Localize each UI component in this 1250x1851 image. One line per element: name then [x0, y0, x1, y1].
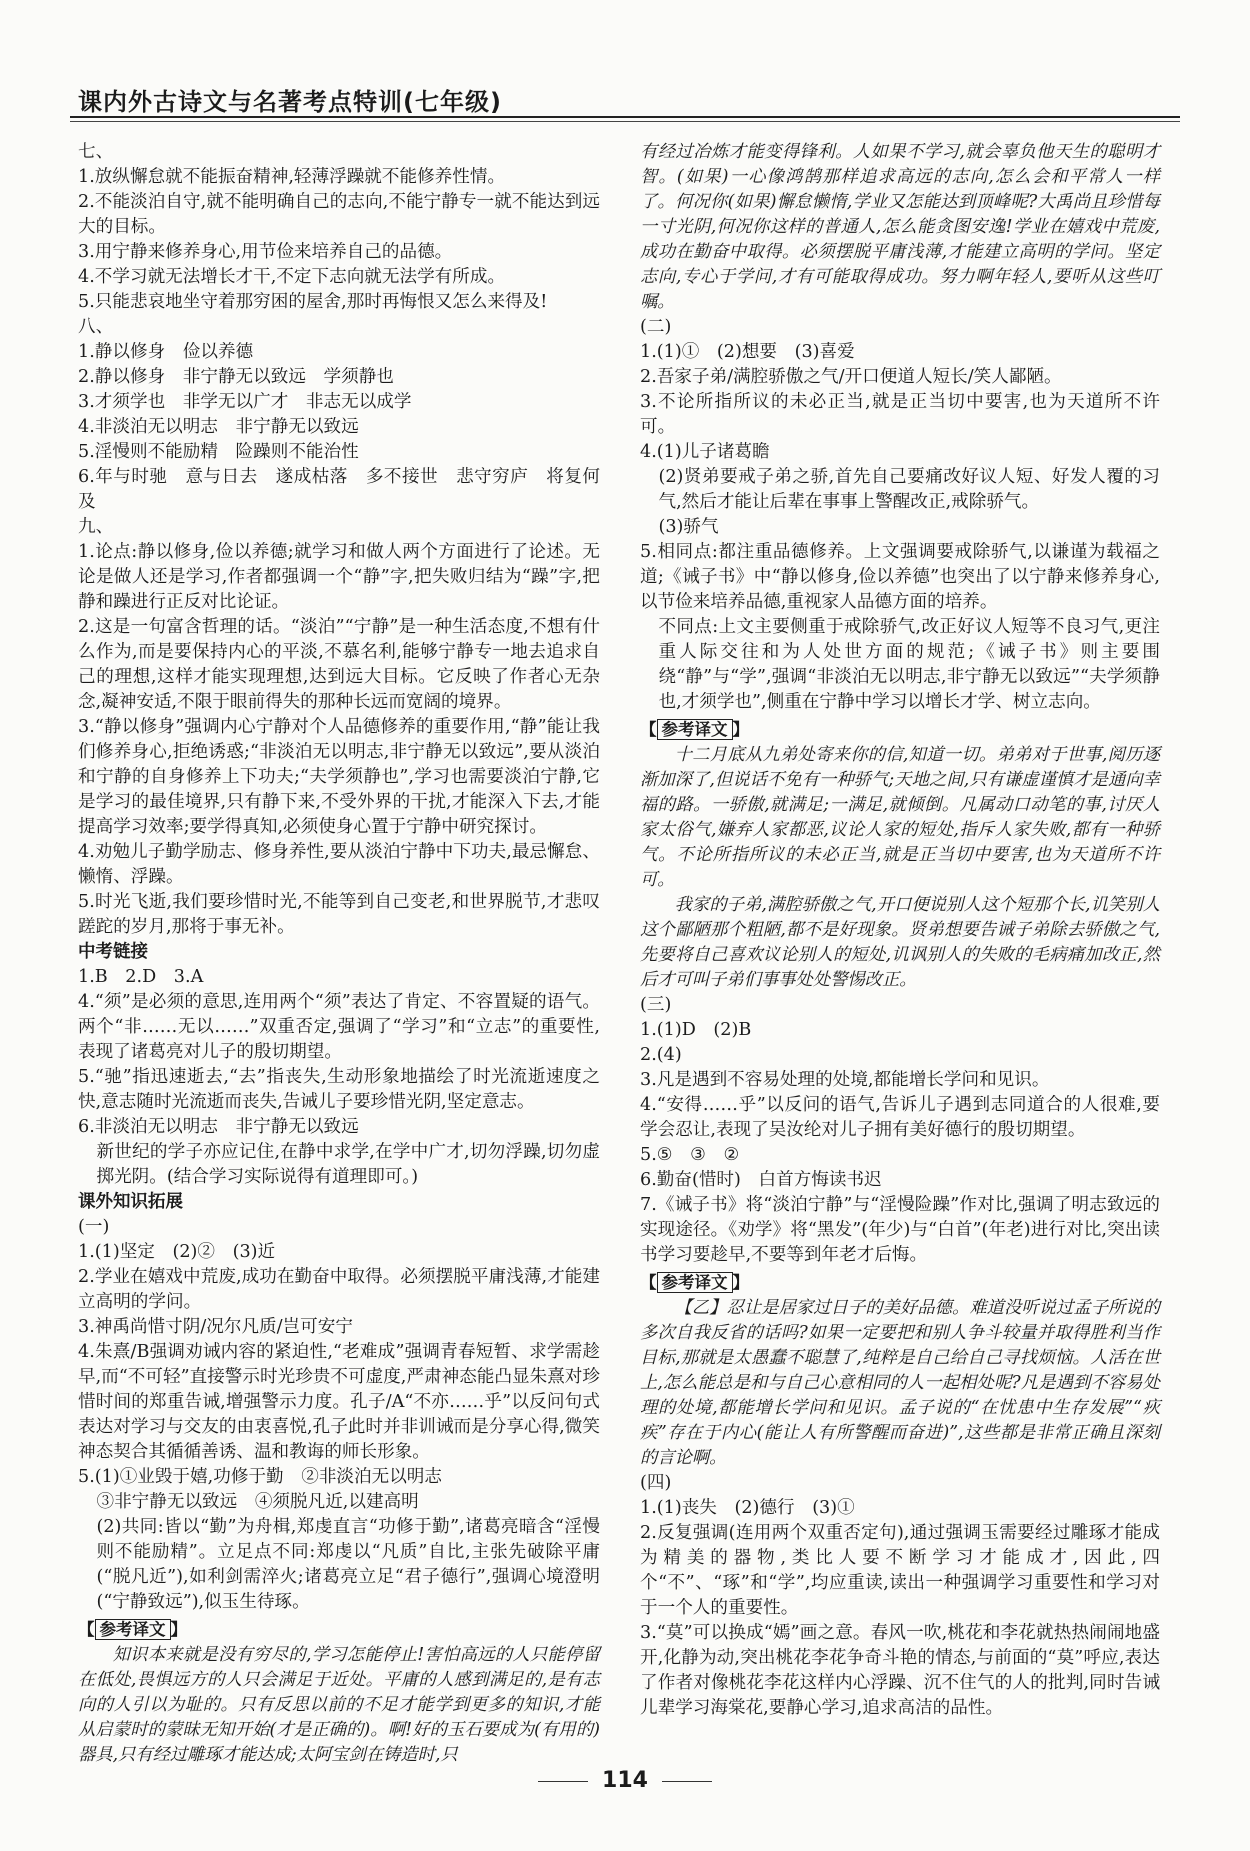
- answer-line: 5.⑤ ③ ②: [640, 1145, 740, 1165]
- translation-paragraph: 知识本来就是没有穷尽的,学习怎能停止!害怕高远的人只能停留在低处,畏惧远方的人只会满足于近处。平庸的人感到满足的,是有志向的人引以为耻的。只有反思以前的不足才能学到更多的知识,才能从启蒙时的蒙昧无知开始(才是正确的)。啊!好的玉石要成为(有用的)器具,只有经过雕琢才能达成;太阿宝剑在铸造时,只: [78, 1645, 600, 1765]
- translation-paragraph: 有经过冶炼才能变得锋利。人如果不学习,就会辜负他天生的聪明才智。(如果)一心像鸿鹄那样追求高远的志向,怎么会和平常人一样了。何况你(如果)懈怠懒惰,学业又怎能达到顶峰呢?大禹尚且珍惜每一寸光阴,何况你这样的普通人,怎么能贪图安逸!学业在嬉戏中荒废,成功在勤奋中取得。必须摆脱平庸浅薄,才能建立高明的学问。坚定志向,专心于学问,才有可能取得成功。努力啊年轻人,要听从这些叮嘱。: [640, 142, 1160, 312]
- answer-line: 5.相同点:都注重品德修养。上文强调要戒除骄气,以谦谨为载福之道;《诫子书》中“静以修身,俭以养德”也突出了以宁静来修养身心,以节俭来培养品德,重视家人品德方面的培养。: [640, 542, 1160, 612]
- answer-line: 九、: [78, 517, 114, 537]
- answer-line: 2.学业在嬉戏中荒废,成功在勤奋中取得。必须摆脱平庸浅薄,才能建立高明的学问。: [78, 1267, 600, 1312]
- answer-line: 2.吾家子弟/满腔骄傲之气/开口便道人短长/笑人鄙陋。: [640, 367, 1062, 387]
- footer-rule-right: [662, 1781, 712, 1782]
- answer-line: (2)贤弟要戒子弟之骄,首先自己要痛改好议人短、好发人覆的习气,然后才能让后辈在事事上警醒改正,戒除骄气。: [658, 467, 1160, 512]
- answer-line: (2)共同:皆以“勤”为舟楫,郑虔直言“功修于勤”,诸葛亮暗含“淫慢则不能励精”。立足点不同:郑虔以“凡质”自比,主张先破除平庸(“脱凡近”),如利剑需淬火;诸葛亮立足“君子德行”,强调心境澄明(“宁静致远”),似玉生待琢。: [96, 1517, 600, 1612]
- heading-label: 参考译文: [95, 1619, 171, 1640]
- answer-line: 3.才须学也 非学无以广才 非志无以成学: [78, 392, 412, 412]
- heading-label: 参考译文: [657, 1272, 733, 1293]
- answer-line: 5.只能悲哀地坐守着那穷困的屋舍,那时再悔恨又怎么来得及!: [78, 292, 548, 312]
- reference-translation-heading: 【 参考译文 】: [640, 720, 749, 739]
- answer-line: 不同点:上文主要侧重于戒除骄气,改正好议人短等不良习气,更注重人际交往和为人处世方面的规范;《诫子书》则主要围绕“静”与“学”,强调“非淡泊无以明志,非宁静无以致远”“夫学须静也,才须学也”,侧重在宁静中学习以增长才学、树立志向。: [658, 617, 1160, 712]
- answer-line: 4.朱熹/B强调劝诫内容的紧迫性,“老难成”强调青春短暂、求学需趁早,而“不可轻”直接警示时光珍贵不可虚度,严肃神态能凸显朱熹对珍惜时间的郑重告诫,增强警示力度。孔子/A“不亦……乎”以反问句式表达对学习与交友的由衷喜悦,孔子此时并非训诫而是分享心得,微笑神态契合其循循善诱、温和教诲的师长形象。: [78, 1342, 600, 1462]
- answer-line: 1.(1)丧失 (2)德行 (3)①: [640, 1498, 855, 1518]
- footer-rule-left: [538, 1781, 588, 1782]
- answer-line: 3.神禹尚惜寸阴/况尔凡质/岂可安宁: [78, 1317, 353, 1337]
- answer-line: (一): [78, 1217, 110, 1237]
- page-number: 114: [602, 1768, 648, 1793]
- answer-line: 5.淫慢则不能励精 险躁则不能治性: [78, 442, 359, 462]
- section-heading: 课外知识拓展: [78, 1192, 183, 1212]
- page-footer: [0, 1768, 1250, 1793]
- answer-line: 2.(4): [640, 1045, 682, 1065]
- answer-line: 3.用宁静来修养身心,用节俭来培养自己的品德。: [78, 242, 453, 262]
- translation-paragraph: 十二月底从九弟处寄来你的信,知道一切。弟弟对于世事,阅历逐渐加深了,但说话不免有一种骄气;天地之间,只有谦虚谨慎才是通向幸福的路。一骄傲,就满足;一满足,就倾倒。凡属动口动笔的事,讨厌人家太俗气,嫌弃人家都恶,议论人家的短处,指斥人家失败,都有一种骄气。不论所指所议的未必正当,就是正当切中要害,也为天道所不许可。: [640, 745, 1160, 890]
- answer-line: 3.“静以修身”强调内心宁静对个人品德修养的重要作用,“静”能让我们修养身心,拒绝诱惑;“非淡泊无以明志,非宁静无以致远”,要从淡泊和宁静的自身修养上下功夫;“夫学须静也”,学习也需要淡泊宁静,它是学习的最佳境界,只有静下来,不受外界的干扰,才能深入下去,才能提高学习效率;要学得真知,必须使身心置于宁静中研究探讨。: [78, 717, 600, 837]
- answer-line: 5.时光飞逝,我们要珍惜时光,不能等到自己变老,和世界脱节,才悲叹蹉跎的岁月,那将于事无补。: [78, 892, 600, 937]
- answer-line: ③非宁静无以致远 ④须脱凡近,以建高明: [96, 1492, 419, 1512]
- answer-line: 4.“安得……乎”以反问的语气,告诉儿子遇到志同道合的人很难,要学会忍让,表现了吴汝纶对儿子拥有美好德行的殷切期望。: [640, 1095, 1160, 1140]
- answer-line: 4.不学习就无法增长才干,不定下志向就无法学有所成。: [78, 267, 506, 287]
- answer-line: 七、: [78, 142, 114, 162]
- answer-line: 2.这是一句富含哲理的话。“淡泊”“宁静”是一种生活态度,不想有什么作为,而是要保持内心的平淡,不慕名利,能够宁静专一地去追求自己的理想,这样才能实现理想,达到远大目标。它反映了作者心无杂念,凝神安适,不限于眼前得失的那种长远而宽阔的境界。: [78, 617, 600, 712]
- answer-line: (3)骄气: [658, 517, 719, 537]
- answer-line: 7.《诫子书》将“淡泊宁静”与“淫慢险躁”作对比,强调了明志致远的实现途径。《劝学》将“黑发”(年少)与“白首”(年老)进行对比,突出读书学习要趁早,不要等到年老才后悔。: [640, 1195, 1160, 1265]
- answer-line: (四): [640, 1473, 672, 1493]
- answer-line: 3.凡是遇到不容易处理的处境,都能增长学问和见识。: [640, 1070, 1050, 1090]
- answer-line: 4.劝勉儿子勤学励志、修身养性,要从淡泊宁静中下功夫,最忌懈怠、懒惰、浮躁。: [78, 842, 600, 887]
- answer-line: 2.静以修身 非宁静无以致远 学须静也: [78, 367, 394, 387]
- answer-line: 1.(1)坚定 (2)② (3)近: [78, 1242, 276, 1262]
- section-heading: 中考链接: [78, 942, 148, 962]
- translation-paragraph: 我家的子弟,满腔骄傲之气,开口便说别人这个短那个长,讥笑别人这个鄙陋那个粗陋,都不是好现象。贤弟想要告诫子弟除去骄傲之气,先要将自己喜欢议论别人的短处,讥讽别人的失败的毛病痛加改正,然后才可叫子弟们事事处处警惕改正。: [640, 895, 1160, 990]
- answer-line: 4.(1)儿子诸葛瞻: [640, 442, 770, 462]
- answer-line: 3.“莫”可以换成“嫣”画之意。春风一吹,桃花和李花就热热闹闹地盛开,化静为动,突出桃花李花争奇斗艳的情态,与前面的“莫”呼应,表达了作者对像桃花李花这样内心浮躁、沉不住气的人的批判,同时告诫儿辈学习海棠花,要静心学习,追求高洁的品性。: [640, 1623, 1160, 1718]
- answer-line: 2.不能淡泊自守,就不能明确自己的志向,不能宁静专一就不能达到远大的目标。: [78, 192, 600, 237]
- answer-line: 新世纪的学子亦应记住,在静中求学,在学中广才,切勿浮躁,切勿虚掷光阴。(结合学习实际说得有道理即可。): [96, 1142, 600, 1187]
- heading-label: 参考译文: [657, 719, 733, 740]
- answer-line: 1.B 2.D 3.A: [78, 967, 204, 987]
- answer-line: 2.反复强调(连用两个双重否定句),通过强调玉需要经过雕琢才能成为精美的器物,类比人要不断学习才能成才,因此,四个“不”、“琢”和“学”,均应重读,读出一种强调学习重要性和学习对于一个人的重要性。: [640, 1523, 1160, 1618]
- answer-line: (三): [640, 995, 672, 1015]
- answer-line: 4.非淡泊无以明志 非宁静无以致远: [78, 417, 359, 437]
- answer-line: 3.不论所指所议的未必正当,就是正当切中要害,也为天道所不许可。: [640, 392, 1160, 437]
- answer-line: 1.(1)① (2)想要 (3)喜爱: [640, 342, 855, 362]
- answer-line: 5.(1)①业毁于嬉,功修于勤 ②非淡泊无以明志: [78, 1467, 442, 1487]
- book-title: 课内外古诗文与名著考点特训(七年级): [78, 88, 502, 116]
- right-column: [640, 140, 1160, 1721]
- answer-line: 6.年与时驰 意与日去 遂成枯落 多不接世 悲守穷庐 将复何及: [78, 467, 600, 512]
- answer-line: 1.(1)D (2)B: [640, 1020, 752, 1040]
- answer-line: 4.“须”是必须的意思,连用两个“须”表达了肯定、不容置疑的语气。两个“非……无以……”双重否定,强调了“学习”和“立志”的重要性,表现了诸葛亮对儿子的殷切期望。: [78, 992, 600, 1062]
- reference-translation-heading: 【 参考译文 】: [640, 1273, 749, 1292]
- answer-line: 6.非淡泊无以明志 非宁静无以致远: [78, 1117, 359, 1137]
- answer-line: 6.勤奋(惜时) 白首方悔读书迟: [640, 1170, 882, 1190]
- left-column: [78, 140, 600, 1768]
- answer-line: 1.静以修身 俭以养德: [78, 342, 254, 362]
- answer-line: (二): [640, 317, 672, 337]
- translation-paragraph: 【乙】忍让是居家过日子的美好品德。难道没听说过孟子所说的多次自我反省的话吗?如果一定要把和别人争斗较量并取得胜利当作目标,那就是太愚蠢不聪慧了,纯粹是自己给自己寻找烦恼。人活在世上,怎么能总是和与自己心意相同的人一起相处呢?凡是遇到不容易处理的处境,都能增长学问和见识。孟子说的“在忧患中生存发展”“疢疾”存在于内心(能让人有所警醒而奋进)”,这些都是非常正确且深刻的言论啊。: [640, 1298, 1160, 1468]
- page-header: [70, 80, 1180, 118]
- answer-line: 1.论点:静以修身,俭以养德;就学习和做人两个方面进行了论述。无论是做人还是学习,作者都强调一个“静”字,把失败归结为“躁”字,把静和躁进行正反对比论证。: [78, 542, 600, 612]
- answer-line: 5.“驰”指迅速逝去,“去”指丧失,生动形象地描绘了时光流逝速度之快,意志随时光流逝而丧失,告诫儿子要珍惜光阴,坚定意志。: [78, 1067, 600, 1112]
- answer-line: 1.放纵懈怠就不能振奋精神,轻薄浮躁就不能修养性情。: [78, 167, 506, 187]
- answer-line: 八、: [78, 317, 114, 337]
- reference-translation-heading: 【 参考译文 】: [78, 1620, 187, 1639]
